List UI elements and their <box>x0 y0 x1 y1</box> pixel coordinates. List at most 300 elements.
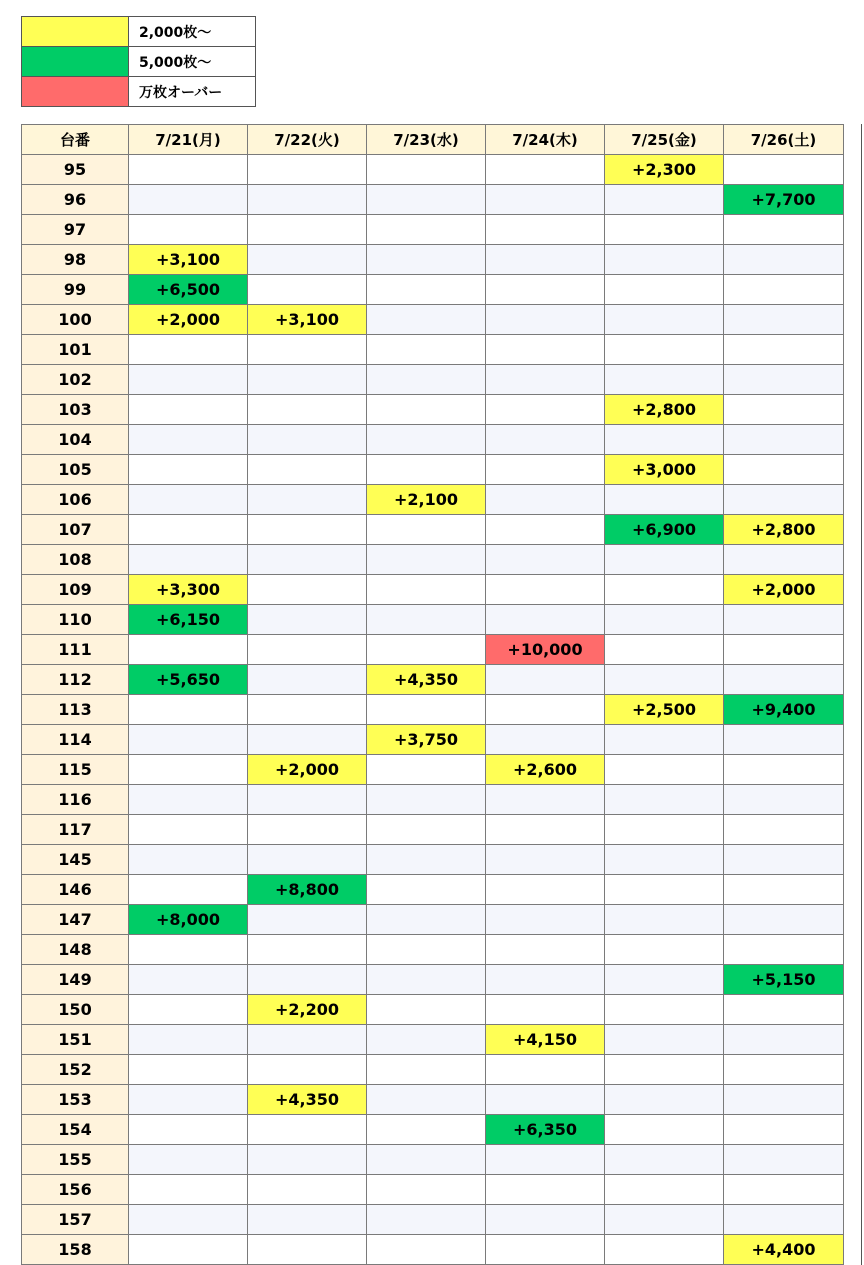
result-cell <box>367 455 486 485</box>
result-cell: +2,500 <box>605 695 724 725</box>
result-cell <box>605 935 724 965</box>
result-cell <box>486 1205 605 1235</box>
header-row <box>22 125 844 155</box>
result-cell <box>129 785 248 815</box>
result-cell: +2,000 <box>724 575 844 605</box>
result-cell: +2,000 <box>248 755 367 785</box>
machine-number: 108 <box>22 545 129 575</box>
result-cell <box>724 635 844 665</box>
result-cell <box>367 815 486 845</box>
result-cell <box>248 635 367 665</box>
result-cell <box>129 1235 248 1265</box>
result-cell <box>724 875 844 905</box>
result-cell <box>605 575 724 605</box>
table-row <box>22 545 844 575</box>
result-cell <box>129 1175 248 1205</box>
result-cell <box>605 665 724 695</box>
result-cell: +2,100 <box>367 485 486 515</box>
result-cell <box>486 905 605 935</box>
result-cell <box>248 785 367 815</box>
result-cell <box>129 1205 248 1235</box>
result-cell <box>248 425 367 455</box>
table-row <box>22 845 844 875</box>
machine-number: 112 <box>22 665 129 695</box>
results-table <box>21 124 844 1265</box>
machine-number: 157 <box>22 1205 129 1235</box>
date-header: 7/24(木) <box>486 125 605 155</box>
result-cell <box>367 695 486 725</box>
result-cell <box>486 1235 605 1265</box>
result-cell <box>605 545 724 575</box>
result-cell <box>129 1085 248 1115</box>
result-cell <box>248 1055 367 1085</box>
result-cell <box>248 1235 367 1265</box>
result-cell <box>605 965 724 995</box>
table-row <box>22 815 844 845</box>
result-cell <box>724 1205 844 1235</box>
result-cell <box>724 1145 844 1175</box>
table-row <box>22 1025 844 1055</box>
result-cell <box>724 845 844 875</box>
result-cell <box>486 575 605 605</box>
result-cell <box>486 995 605 1025</box>
result-cell <box>248 695 367 725</box>
result-cell <box>367 965 486 995</box>
result-cell <box>248 905 367 935</box>
machine-number: 107 <box>22 515 129 545</box>
result-cell <box>724 1055 844 1085</box>
result-cell <box>724 365 844 395</box>
result-cell: +10,000 <box>486 635 605 665</box>
result-cell <box>367 155 486 185</box>
result-cell <box>605 1025 724 1055</box>
result-cell <box>724 395 844 425</box>
result-cell <box>367 1145 486 1175</box>
legend-label: 万枚オーバー <box>129 77 256 107</box>
result-cell: +3,100 <box>129 245 248 275</box>
table-row <box>22 1205 844 1235</box>
result-cell <box>486 425 605 455</box>
result-cell <box>724 725 844 755</box>
result-cell: +3,100 <box>248 305 367 335</box>
legend-row <box>22 17 256 47</box>
result-cell <box>486 245 605 275</box>
table-row <box>22 365 844 395</box>
machine-number: 156 <box>22 1175 129 1205</box>
result-cell <box>248 665 367 695</box>
result-cell <box>248 1145 367 1175</box>
result-cell <box>605 605 724 635</box>
machine-number: 153 <box>22 1085 129 1115</box>
result-cell <box>248 185 367 215</box>
result-cell <box>605 245 724 275</box>
result-cell <box>605 275 724 305</box>
result-cell <box>367 1085 486 1115</box>
machine-number: 105 <box>22 455 129 485</box>
result-cell <box>605 365 724 395</box>
table-row <box>22 425 844 455</box>
result-cell <box>367 905 486 935</box>
result-cell <box>248 815 367 845</box>
result-cell: +7,700 <box>724 185 844 215</box>
result-cell <box>724 935 844 965</box>
result-cell <box>486 275 605 305</box>
table-row <box>22 1175 844 1205</box>
table-row <box>22 515 844 545</box>
table-row <box>22 245 844 275</box>
machine-number: 150 <box>22 995 129 1025</box>
result-cell <box>367 215 486 245</box>
result-cell: +5,150 <box>724 965 844 995</box>
result-cell <box>367 575 486 605</box>
result-cell <box>367 245 486 275</box>
table-row <box>22 1235 844 1265</box>
result-cell <box>605 635 724 665</box>
table-row <box>22 755 844 785</box>
result-cell <box>486 725 605 755</box>
result-cell <box>367 545 486 575</box>
machine-number: 115 <box>22 755 129 785</box>
right-border <box>861 124 862 1265</box>
result-cell <box>248 575 367 605</box>
result-cell <box>129 1115 248 1145</box>
result-cell <box>724 1115 844 1145</box>
result-cell <box>129 1055 248 1085</box>
result-cell <box>129 935 248 965</box>
table-row <box>22 485 844 515</box>
machine-number: 145 <box>22 845 129 875</box>
result-cell <box>724 305 844 335</box>
result-cell <box>248 1025 367 1055</box>
date-header: 7/22(火) <box>248 125 367 155</box>
result-cell <box>486 485 605 515</box>
result-cell <box>724 245 844 275</box>
result-cell <box>486 965 605 995</box>
machine-number: 99 <box>22 275 129 305</box>
table-row <box>22 335 844 365</box>
table-row <box>22 395 844 425</box>
result-cell <box>129 185 248 215</box>
machine-number: 101 <box>22 335 129 365</box>
result-cell <box>248 245 367 275</box>
result-cell <box>486 545 605 575</box>
machine-number: 149 <box>22 965 129 995</box>
table-row <box>22 635 844 665</box>
date-header: 7/26(土) <box>724 125 844 155</box>
machine-number: 148 <box>22 935 129 965</box>
result-cell <box>605 905 724 935</box>
result-cell <box>129 1145 248 1175</box>
result-cell <box>724 1025 844 1055</box>
result-cell <box>724 545 844 575</box>
result-cell <box>605 485 724 515</box>
table-row <box>22 605 844 635</box>
machine-number: 110 <box>22 605 129 635</box>
result-cell <box>367 275 486 305</box>
date-header: 7/21(月) <box>129 125 248 155</box>
result-cell <box>248 935 367 965</box>
result-cell <box>367 1025 486 1055</box>
result-cell <box>486 785 605 815</box>
machine-number: 114 <box>22 725 129 755</box>
table-row <box>22 1055 844 1085</box>
result-cell: +6,500 <box>129 275 248 305</box>
result-cell <box>486 1085 605 1115</box>
table-row <box>22 695 844 725</box>
result-cell <box>724 815 844 845</box>
result-cell <box>248 155 367 185</box>
result-cell <box>486 815 605 845</box>
result-cell <box>367 755 486 785</box>
table-row <box>22 905 844 935</box>
result-cell <box>605 305 724 335</box>
result-cell <box>129 695 248 725</box>
result-cell <box>248 725 367 755</box>
result-cell <box>248 965 367 995</box>
result-cell <box>486 875 605 905</box>
result-cell <box>486 335 605 365</box>
result-cell <box>129 425 248 455</box>
table-row <box>22 965 844 995</box>
machine-number: 146 <box>22 875 129 905</box>
machine-number: 104 <box>22 425 129 455</box>
result-cell: +6,150 <box>129 605 248 635</box>
result-cell <box>367 365 486 395</box>
result-cell <box>367 1205 486 1235</box>
result-cell <box>248 485 367 515</box>
result-cell <box>724 335 844 365</box>
result-cell <box>129 515 248 545</box>
legend-row <box>22 47 256 77</box>
result-cell <box>724 905 844 935</box>
result-cell <box>248 545 367 575</box>
result-cell <box>605 1055 724 1085</box>
date-header: 7/23(水) <box>367 125 486 155</box>
result-cell <box>724 1175 844 1205</box>
result-cell <box>248 455 367 485</box>
result-cell <box>724 1085 844 1115</box>
table-row <box>22 1085 844 1115</box>
result-cell: +4,350 <box>367 665 486 695</box>
table-row <box>22 1145 844 1175</box>
result-cell <box>367 1175 486 1205</box>
result-cell <box>367 425 486 455</box>
result-cell <box>486 605 605 635</box>
result-cell <box>605 1205 724 1235</box>
result-cell: +2,200 <box>248 995 367 1025</box>
result-cell <box>486 395 605 425</box>
result-cell: +2,600 <box>486 755 605 785</box>
result-cell <box>129 455 248 485</box>
result-cell <box>248 515 367 545</box>
result-cell <box>486 515 605 545</box>
result-cell <box>605 785 724 815</box>
machine-number: 116 <box>22 785 129 815</box>
date-header: 7/25(金) <box>605 125 724 155</box>
result-cell: +9,400 <box>724 695 844 725</box>
result-cell: +2,800 <box>724 515 844 545</box>
result-cell: +2,800 <box>605 395 724 425</box>
corner-header: 台番 <box>22 125 129 155</box>
table-row <box>22 185 844 215</box>
table-row <box>22 305 844 335</box>
result-cell <box>129 635 248 665</box>
machine-number: 113 <box>22 695 129 725</box>
result-cell <box>248 605 367 635</box>
result-cell: +2,000 <box>129 305 248 335</box>
result-cell <box>486 155 605 185</box>
result-cell <box>724 425 844 455</box>
result-cell <box>486 1145 605 1175</box>
machine-number: 152 <box>22 1055 129 1085</box>
result-cell <box>724 785 844 815</box>
result-cell <box>129 965 248 995</box>
result-cell <box>248 1115 367 1145</box>
result-cell <box>724 605 844 635</box>
machine-number: 111 <box>22 635 129 665</box>
legend <box>21 16 256 107</box>
result-cell <box>724 665 844 695</box>
machine-number: 151 <box>22 1025 129 1055</box>
result-cell <box>129 995 248 1025</box>
result-cell: +5,650 <box>129 665 248 695</box>
result-cell <box>605 1235 724 1265</box>
result-cell <box>248 395 367 425</box>
result-cell <box>724 215 844 245</box>
result-cell <box>486 1055 605 1085</box>
result-cell <box>129 755 248 785</box>
result-cell: +3,000 <box>605 455 724 485</box>
result-cell <box>605 425 724 455</box>
machine-number: 98 <box>22 245 129 275</box>
result-cell <box>605 845 724 875</box>
result-cell <box>129 1025 248 1055</box>
result-cell <box>248 845 367 875</box>
result-cell: +6,900 <box>605 515 724 545</box>
result-cell <box>605 815 724 845</box>
result-cell <box>486 185 605 215</box>
result-cell <box>248 1205 367 1235</box>
result-cell <box>129 875 248 905</box>
result-cell <box>248 275 367 305</box>
result-cell <box>486 845 605 875</box>
result-cell <box>367 395 486 425</box>
legend-row <box>22 77 256 107</box>
table-row <box>22 785 844 815</box>
result-cell <box>367 935 486 965</box>
result-cell <box>367 605 486 635</box>
result-cell <box>129 215 248 245</box>
result-cell <box>248 335 367 365</box>
machine-number: 106 <box>22 485 129 515</box>
table-row <box>22 155 844 185</box>
result-cell <box>129 545 248 575</box>
result-cell <box>486 215 605 245</box>
result-cell: +4,350 <box>248 1085 367 1115</box>
result-cell <box>724 275 844 305</box>
result-cell <box>367 995 486 1025</box>
result-cell <box>605 1145 724 1175</box>
result-cell <box>605 185 724 215</box>
result-cell: +8,800 <box>248 875 367 905</box>
result-cell <box>724 485 844 515</box>
result-cell <box>724 455 844 485</box>
result-cell <box>486 665 605 695</box>
machine-number: 109 <box>22 575 129 605</box>
result-cell <box>724 155 844 185</box>
result-cell <box>129 155 248 185</box>
result-cell <box>248 1175 367 1205</box>
result-cell <box>486 1175 605 1205</box>
result-cell <box>367 785 486 815</box>
machine-number: 103 <box>22 395 129 425</box>
result-cell <box>367 635 486 665</box>
result-cell <box>605 215 724 245</box>
result-cell <box>605 875 724 905</box>
result-cell <box>605 995 724 1025</box>
result-cell <box>367 305 486 335</box>
table-row <box>22 575 844 605</box>
table-row <box>22 275 844 305</box>
machine-number: 117 <box>22 815 129 845</box>
result-cell <box>248 215 367 245</box>
result-cell <box>724 995 844 1025</box>
result-cell <box>605 335 724 365</box>
legend-label: 2,000枚～ <box>129 17 256 47</box>
result-cell: +2,300 <box>605 155 724 185</box>
legend-swatch <box>22 47 129 77</box>
result-cell <box>605 1115 724 1145</box>
result-cell: +6,350 <box>486 1115 605 1145</box>
result-cell <box>367 515 486 545</box>
legend-label: 5,000枚～ <box>129 47 256 77</box>
machine-number: 154 <box>22 1115 129 1145</box>
result-cell <box>129 335 248 365</box>
result-cell <box>129 725 248 755</box>
result-cell: +3,300 <box>129 575 248 605</box>
result-cell <box>486 305 605 335</box>
result-cell <box>367 875 486 905</box>
result-cell <box>605 755 724 785</box>
result-cell <box>486 365 605 395</box>
result-cell <box>367 1235 486 1265</box>
legend-swatch <box>22 17 129 47</box>
table-row <box>22 215 844 245</box>
result-cell <box>129 365 248 395</box>
result-cell <box>129 485 248 515</box>
machine-number: 100 <box>22 305 129 335</box>
result-cell <box>367 185 486 215</box>
machine-number: 147 <box>22 905 129 935</box>
result-cell <box>724 755 844 785</box>
machine-number: 95 <box>22 155 129 185</box>
table-row <box>22 995 844 1025</box>
table-row <box>22 455 844 485</box>
result-cell: +8,000 <box>129 905 248 935</box>
result-cell <box>367 1055 486 1085</box>
result-cell <box>605 1175 724 1205</box>
machine-number: 102 <box>22 365 129 395</box>
table-row <box>22 935 844 965</box>
machine-number: 97 <box>22 215 129 245</box>
result-cell <box>486 695 605 725</box>
machine-number: 155 <box>22 1145 129 1175</box>
result-cell: +4,150 <box>486 1025 605 1055</box>
table-row <box>22 1115 844 1145</box>
result-cell <box>605 1085 724 1115</box>
table-row <box>22 875 844 905</box>
result-cell <box>367 1115 486 1145</box>
